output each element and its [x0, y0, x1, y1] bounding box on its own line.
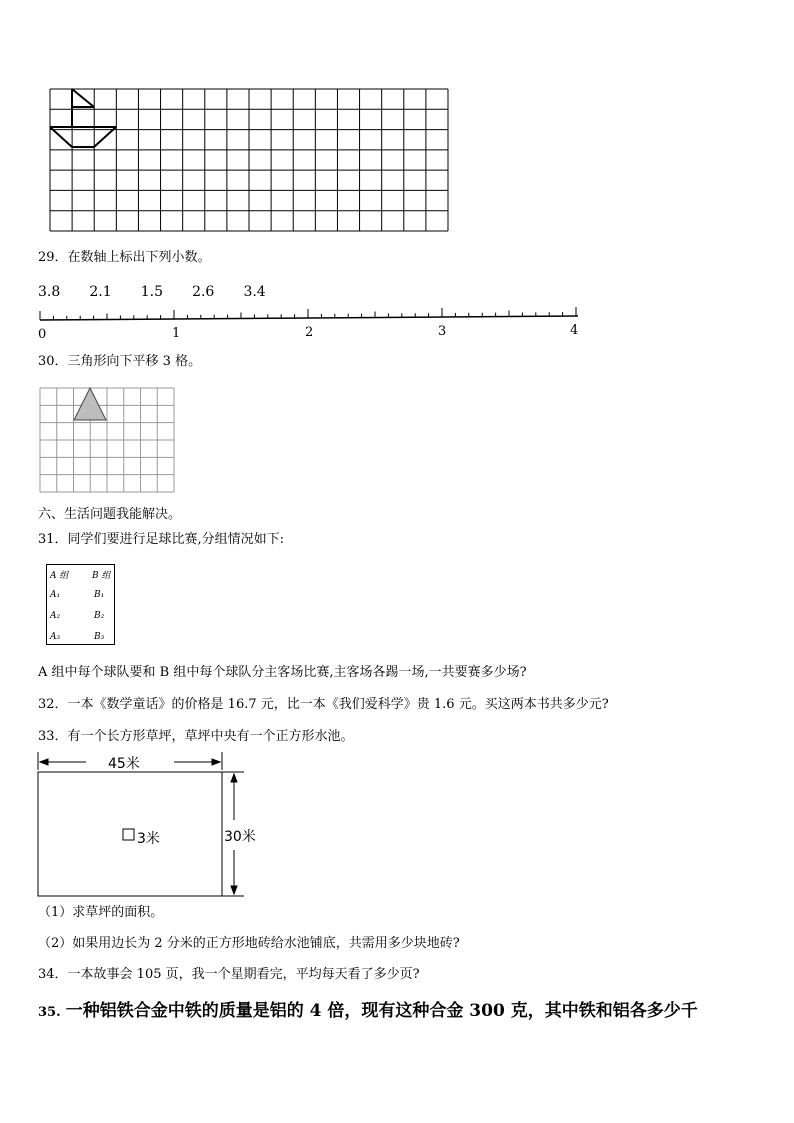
- height-label: 30米: [224, 829, 256, 845]
- group-table: [46, 564, 115, 645]
- header-group-a: A 组: [50, 571, 69, 581]
- boat-grid-figure: [48, 87, 451, 233]
- decimal-1: 3.8: [38, 284, 61, 300]
- number-line[interactable]: [36, 306, 584, 342]
- decimal-2: 2.1: [89, 284, 112, 300]
- cell-b1: B₁: [94, 590, 105, 600]
- header-group-b: B 组: [92, 571, 111, 581]
- axis-label-4: 4: [570, 323, 579, 338]
- cell-a2: A₂: [50, 611, 61, 621]
- cell-b2: B₂: [94, 611, 105, 621]
- triangle-shape: [74, 388, 106, 420]
- q29-title: 29．在数轴上标出下列小数。: [38, 250, 211, 265]
- decimal-3: 1.5: [140, 284, 163, 300]
- q34-title: 34．一本故事会 105 页，我一个星期看完，平均每天看了多少页?: [38, 967, 420, 982]
- q35-number: 35.: [38, 1005, 61, 1020]
- q33-title: 33．有一个长方形草坪，草坪中央有一个正方形水池。: [38, 729, 354, 744]
- decimal-4: 2.6: [192, 284, 215, 300]
- q30-title: 30．三角形向下平移 3 格。: [38, 354, 202, 369]
- section-6-title: 六、生活问题我能解决。: [38, 507, 182, 522]
- decimal-5: 3.4: [243, 284, 266, 300]
- triangle-grid-figure[interactable]: [38, 386, 176, 496]
- cell-b3: B₃: [94, 632, 105, 642]
- axis-label-0: 0: [38, 327, 47, 342]
- pool-label: 3米: [137, 831, 160, 847]
- cell-a3: A₃: [50, 632, 61, 642]
- axis-label-3: 3: [438, 324, 447, 339]
- q31-title: 31．同学们要进行足球比赛,分组情况如下:: [38, 532, 285, 547]
- q33-sub1: （1）求草坪的面积。: [38, 905, 164, 920]
- width-label: 45米: [108, 756, 140, 772]
- axis-label-2: 2: [305, 325, 314, 340]
- lawn-diagram: [36, 750, 266, 900]
- q35-text: 一种铝铁合金中铁的质量是铝的 4 倍，现有这种合金 300 克，其中铁和铝各多少千: [65, 1001, 698, 1021]
- q31-question: A 组中每个球队要和 B 组中每个球队分主客场比赛,主客场各踢一场,一共要赛多少场?: [38, 665, 527, 680]
- q29-decimals: [38, 281, 266, 300]
- q32-title: 32．一本《数学童话》的价格是 16.7 元，比一本《我们爱科学》贵 1.6 元。买这两本书共多少元?: [38, 697, 609, 712]
- q33-sub2: （2）如果用边长为 2 分米的正方形地砖给水池铺底，共需用多少块地砖?: [38, 936, 460, 951]
- cell-a1: A₁: [50, 590, 61, 600]
- axis-label-1: 1: [172, 326, 181, 341]
- q35-line: [38, 1001, 698, 1021]
